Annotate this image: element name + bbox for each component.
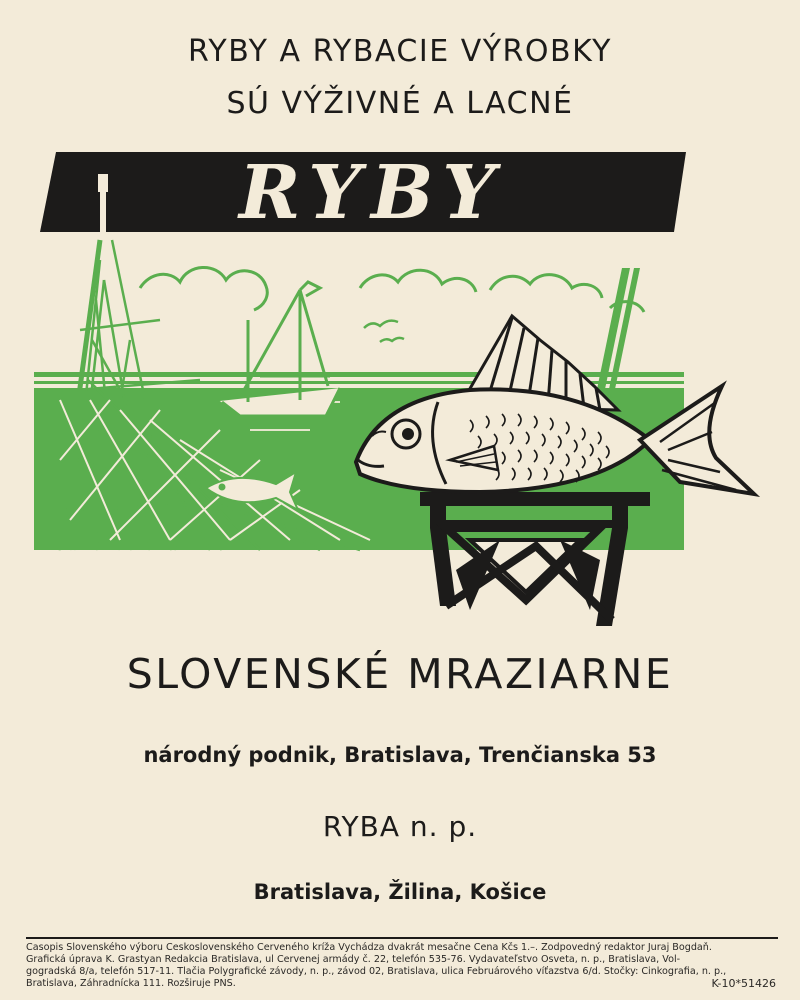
imprint-divider [26, 937, 778, 939]
banner-title: RYBY [238, 150, 506, 236]
headline-line-1: RYBY A RYBACIE VÝROBKY [187, 34, 613, 69]
fish-illustration [0, 140, 800, 650]
company-name: SLOVENSKÉ MRAZIARNE [126, 650, 674, 698]
ryby-banner [40, 150, 686, 236]
imprint-line-1: Časopis Slovenského výboru Československého Červeného kríža Vychádza dvakrát mesačne Cena Kčs 1.–. Zodpovedný redaktor Juraj Bogdaň. [26, 942, 712, 953]
imprint-line-4: Bratislava, Záhradnícka 111. Rozširuje PNS. [26, 978, 236, 989]
imprint-line-2: Grafická úprava K. Grastyan Redakcia Bratislava, ul Červenej armády č. 22, telefón 535-76. Vydavateľstvo Osveta, n. p., Bratislava, Vol- [26, 954, 681, 965]
imprint-line-3: gogradská 8/a, telefón 517-11. Tlačia Polygrafické závody, n. p., závod 02, Bratislava, ulica Februárového víťazstva 6/d. Štočky: Cinkografia, n. p., [26, 966, 727, 977]
big-fish [356, 316, 754, 494]
birds [364, 321, 404, 342]
company-address: národný podnik, Bratislava, Trenčianska 53 [143, 743, 657, 767]
imprint-block [26, 942, 778, 990]
headline-line-2: SÚ VÝŽIVNÉ A LACNÉ [226, 86, 574, 121]
imprint-code: K-10*51426 [711, 977, 776, 990]
ryba-label: RYBA n. p. [322, 810, 478, 843]
clouds [140, 267, 644, 312]
ryba-cities: Bratislava, Žilina, Košice [253, 880, 547, 904]
